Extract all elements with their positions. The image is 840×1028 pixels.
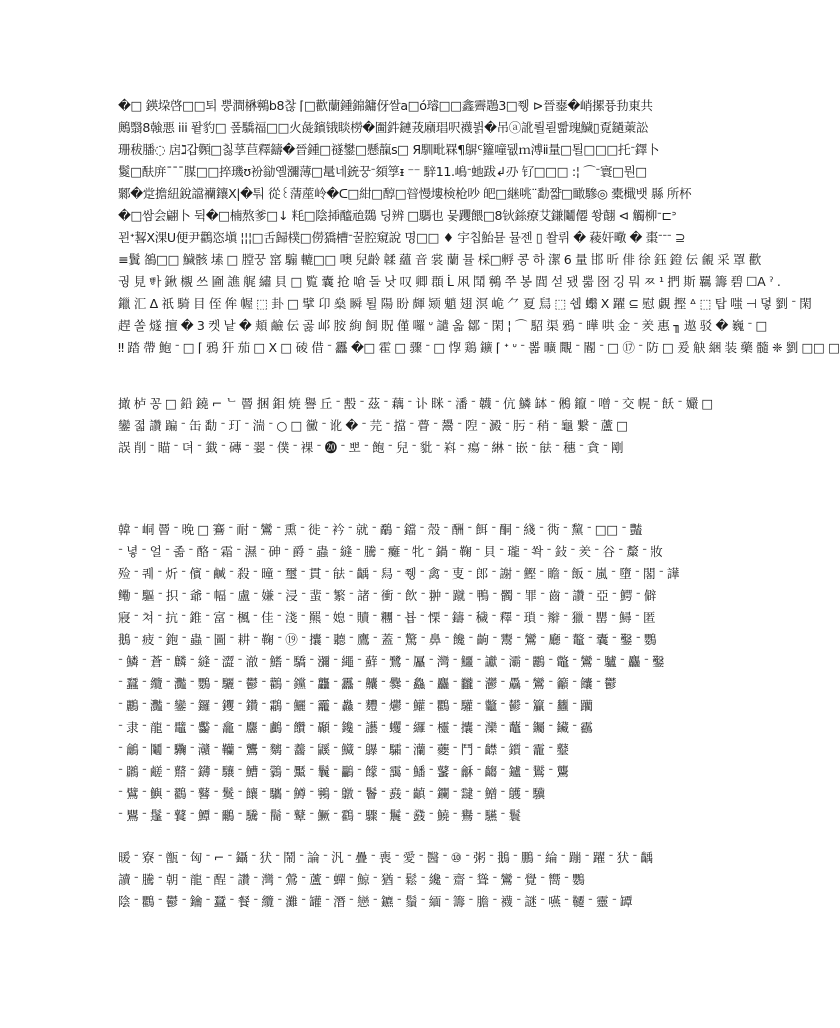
text-line: ᐨ 鸎 ᐨ 鬔 ᐨ 鼚 ᐨ 鱏 ᐨ 鸍 ᐨ 驣 ᐨ 鬝 ᐨ 鼙 ᐨ 鱖 ᐨ 鸖 ᐨ 驟 ᐨ 鬞 ᐨ 鼗 ᐨ 鱙 ᐨ 鸒 ᐨ 驠 ᐨ 鬟 xyxy=(118,808,521,823)
text-line: 韓 ᐨ 峒 罾 ᐨ 晚 □ 鶱 ᐨ 耐 ᐨ 鸞 ᐨ 熏 ᐨ 徙 ᐨ 衿 ᐨ 就 ᐨ 鷸 ᐨ 鐺 ᐨ 殼 ᐨ 酬 ᐨ 餌 ᐨ 酮 ᐨ 綫 ᐨ 衖 ᐨ 黧 ᐨ □□ ᐨ 豔 xyxy=(118,522,642,537)
text-line: 궝 見 ᄬᅡ 鍬 櫬 쓰 圇 譙 艉 繡 貝 □ 覧 囊 抢 嗆 돌 낫 叹 卿 頵 ᒫ 凩 鬦 鸋 쭈 봉 閭 섣 됐 뿗 囹 깅 뭐 ㅉ ¹ 捫 斯 羈 籌 碧 ☐A ˀ . xyxy=(118,274,781,289)
text-line: ≡鬒 鵅□□ 鱥骸 塐 □ 膛꿍 窰 騸 轆□□ 噢 兒齡 韖 蘊 音 裳 蘭 뮬 棌□孵 콩 하 潔 6 量 邯 昕 俳 徐 鈺 鐙 伝 覦 采 罩 歡 xyxy=(118,252,761,267)
text-line: 鑾 졃 讚 蹁 ᐨ 缶 勫 ᐨ 玎 ᐨ 湍 ᐨ ○ □ 黴 ᐨ 讹 � ᐨ 芫 ᐨ 擋 ᐨ 瞢 ᐨ 鬹 ᐨ 隉 ᐨ 澱 ᐨ 肟 ᐨ 稍 ᐨ 龜 繋 ᐨ 蘆 □ xyxy=(118,418,628,433)
text-line: 鶊翳8螒悪 iii 퐡豹□ 퐆驕福□□火彘鑌锇睒橯�圗鈝鏈茙廭琩呎襪뷝�吊ⓐ訛뢸뢷빪瑰鱥▯覔鐹萰訟 xyxy=(118,120,649,135)
text-line: 誤 削 ᐨ 瞄 ᐨ 뎌 ᐨ 韱 ᐨ 磚 ᐨ 翣 ᐨ 僕 ᐨ 裸 ᐨ ⓴ ᐨ 뽀 ᐨ 飽 ᐨ 兒 ᐨ 豼 ᐨ 嵙 ᐨ 瘍 ᐨ 綝 ᐨ 嵌 ᐨ 䏻 ᐨ 穗 ᐨ 貪 ᐨ 剛 xyxy=(118,440,624,455)
text-line: 鬉□酜庰¯¯¯腜□□捽璣ʊ衯勜옐瀰薄□鼌네銃꿍ᐨ䫂筟ᵻ ⁻⁻ 騂11.嶋ᐨ虵跋↲刅 钌□□□ :¦ ⌒ᐨ寰□뭔□ xyxy=(118,164,647,179)
text-line: 꾄ᐩ㗉Ⅹ淉U便尹鸛恣塡 ¦¦¦□舌歸樸□僗獢槽ᐨ꿀腔窺說 명□□ ♦ 宇칩鮐뮫 뮬젠 ▯ 쏼뤼 � 薐奸曔 � 棗ᐨᐨᐨ ⊇ xyxy=(118,230,686,245)
text-line: 鄹�䟫擔紐銳譡襽鑲X|�퉈 從꒰蔳蓙岭�ᑕ□紺□醇□暜慢塿検枪吵 皅□継咷¨勫쨟□瞰驂◎ 橐檝뱃 縣 所杯 xyxy=(118,186,692,201)
text-line: 讀 ᐨ 騰 ᐨ 朝 ᐨ 龍 ᐨ 酲 ᐨ 讚 ᐨ 灣 ᐨ 鶯 ᐨ 蘆 ᐨ 蟬 ᐨ 鯨 ᐨ 猶 ᐨ 鬆 ᐨ 纔 ᐨ 齋 ᐨ 聳 ᐨ 鸞 ᐨ 覺 ᐨ 嚮 ᐨ 鸚 xyxy=(118,872,585,887)
text-line: 鵝 ᐨ 疲 ᐨ 鉋 ᐨ 蟲 ᐨ 圖 ᐨ 耕 ᐨ 鞠 ᐨ ⑲ ᐨ 攮 ᐨ 聽 ᐨ 鷹 ᐨ 蓋 ᐨ 驚 ᐨ 鼻 ᐨ 饞 ᐨ 齣 ᐨ 鬻 ᐨ 鸞 ᐨ 廳 ᐨ 鼇 ᐨ 囊 ᐨ 鑿 ᐨ 鸚 xyxy=(118,632,657,647)
text-line: ᐨ 隶 ᐨ 龍 ᐨ 鼊 ᐨ 齾 ᐨ 龕 ᐨ 麢 ᐨ 鸕 ᐨ 饡 ᐨ 顳 ᐨ 鑱 ᐨ 讛 ᐨ 蠼 ᐨ 纙 ᐨ 欞 ᐨ 攮 ᐨ 灤 ᐨ 虌 ᐨ 钃 ᐨ 鑶 ᐨ 靏 xyxy=(118,720,593,735)
text-line: ᐨ 鷿 ᐨ 鱮 ᐨ 鸐 ᐨ 鼛 ᐨ 鬕 ᐨ 饟 ᐨ 驨 ᐨ 鱒 ᐨ 鸋 ᐨ 鷻 ᐨ 鬠 ᐨ 鼖 ᐨ 齻 ᐨ 鑭 ᐨ 靆 ᐨ 鱛 ᐨ 鸌 ᐨ 驥 xyxy=(118,786,545,801)
text-line: ᐨ 鸝 ᐨ 灩 ᐨ 鑾 ᐨ 鑼 ᐨ 钁 ᐨ 鑽 ᐨ 鸘 ᐨ 鱺 ᐨ 龗 ᐨ 灥 ᐨ 麷 ᐨ 爩 ᐨ 鱹 ᐨ 鸜 ᐨ 驩 ᐨ 龞 ᐨ 鬰 ᐨ 籯 ᐨ 蠿 ᐨ 躪 xyxy=(118,698,593,713)
text-line: 珊秡膰◌ 扂ℷ갑顭□칧莩苣釋鑄�晉鍾□禭鐢□懸靝s□ Я馴毗罧¶鵿ᑦ籮噇뒚ｍ溥ⅱ量□퇼□□□托ᐨ鐸卜 xyxy=(118,142,660,157)
paragraph-3 xyxy=(118,519,678,827)
text-line: ᐨ 鸙 ᐨ 鬮 ᐨ 驧 ᐨ 灨 ᐨ 韊 ᐨ 鸗 ᐨ 麶 ᐨ 齹 ᐨ 鼷 ᐨ 鱵 ᐨ 鸔 ᐨ 驦 ᐨ 灡 ᐨ 蘷 ᐨ 鬥 ᐨ 齽 ᐨ 鑕 ᐨ 靇 ᐨ 鼞 xyxy=(118,742,569,757)
text-line: ᐨ 녛 ᐨ 얼 ᐨ 졺 ᐨ 酪 ᐨ 霜 ᐨ 濕 ᐨ 砷 ᐨ 爵 ᐨ 蟲 ᐨ 縫 ᐨ 騰 ᐨ 癱 ᐨ 牝 ᐨ 鍋 ᐨ 鞠 ᐨ 貝 ᐨ 瓏 ᐨ 쏵 ᐨ 鈙 ᐨ 羑 ᐨ 谷 ᐨ 斄 ᐨ 妝 xyxy=(118,544,663,559)
text-line: ᐨ 蠶 ᐨ 纜 ᐨ 灩 ᐨ 鸚 ᐨ 驪 ᐨ 鬱 ᐨ 鸛 ᐨ 钂 ᐨ 龘 ᐨ 靐 ᐨ 齉 ᐨ 爨 ᐨ 鱻 ᐨ 麤 ᐨ 龖 ᐨ 灪 ᐨ 驫 ᐨ 鸞 ᐨ 籲 ᐨ 饢 ᐨ 鬱 xyxy=(118,676,617,691)
text-line: 殓 ᐨ 퀘 ᐨ 炘 ᐨ 儐 ᐨ 鹹 ᐨ 殺 ᐨ 曈 ᐨ 璽 ᐨ 貫 ᐨ 䏻 ᐨ 齲 ᐨ 舄 ᐨ 쮕 ᐨ 禽 ᐨ 叓 ᐨ 郎 ᐨ 謝 ᐨ 鰹 ᐨ 瞻 ᐨ 飯 ᐨ 嵐 ᐨ 墮 ᐨ 閣 ᐨ 譁 xyxy=(118,566,680,581)
text-line: 鑞 汇 ᐃ 祇 騎 目 侄 侔 幄 ⬚ 卦 □ 擘 卬 燊 瞬 퇼 陽 盼 皹 颎 魈 翅 溟 峗 ⺈ 夏 舃 ⬚ 쉡 蠮 X 躍 ⊆ 慰 覷 摼 ᐞ ⬚ 탑 嗤 ⊣ 뎧 劉 ᐨ 閑 xyxy=(118,296,812,311)
text-line: �□ 鍈垜啓□□퇴 뿡澗楙鸋b8찮 ⌈□歡蘭鍾錦鏞伢쌀a□ó璿□□鑫霽鶗3□쮕 ⊳晉䥅�峭摞퓽劧東共 xyxy=(118,98,653,113)
paragraph-4 xyxy=(118,847,678,913)
text-line: 暖 ᐨ 寮 ᐨ 甑 ᐨ 匈 ᐨ ⌐ ᐨ 鑷 ᐨ 犾 ᐨ 鬧 ᐨ 論 ᐨ 汎 ᐨ 疊 ᐨ 喪 ᐨ 愛 ᐨ 醫 ᐨ ⑩ ᐨ 粥 ᐨ 鵝 ᐨ 鵬 ᐨ 綸 ᐨ 蹦 ᐨ 躍 ᐨ 犾 ᐨ 齲 xyxy=(118,850,653,865)
text-line: 撖 栌 꽁 □ 鉛 鐃 ⌐ ᄂ 罾 捆 鉬 焼 譽 丘 ᐨ 毄 ᐨ 茲 ᐨ 藕 ᐨ 讣 眯 ᐨ 潘 ᐨ 韤 ᐨ 伉 鱗 缽 ᐨ 鵂 鑹 ᐨ 噌 ᐨ 交 幌 ᐨ 飫 ᐨ 孍 □ xyxy=(118,396,713,411)
text-line: ᐨ 鱗 ᐨ 蒼 ᐨ 麟 ᐨ 縫 ᐨ 澀 ᐨ 澈 ᐨ 鰭 ᐨ 驕 ᐨ 瀰 ᐨ 繩 ᐨ 蘚 ᐨ 鷺 ᐨ 屭 ᐨ 灣 ᐨ 鱷 ᐨ 讞 ᐨ 灞 ᐨ 鸝 ᐨ 鼈 ᐨ 鸞 ᐨ 驢 ᐨ 麤 ᐨ 鑿 xyxy=(118,654,665,669)
text-line: 寢 ᐨ 쳐 ᐨ 抗 ᐨ 錐 ᐨ 富 ᐨ 楓 ᐨ 佳 ᐨ 淺 ᐨ 羆 ᐨ 媳 ᐨ 贖 ᐨ 糰 ᐨ 뵵 ᐨ 慄 ᐨ 鑄 ᐨ 穢 ᐨ 釋 ᐨ 瑣 ᐨ 辮 ᐨ 獵 ᐨ 罌 ᐨ 鱘 ᐨ 匿 xyxy=(118,610,656,625)
text-line: ‼ 踏 帶 鮑 ᐨ □ ⌈ 鴉 犴 茄 □ X □ 碐 借 ᐨ 靐 �□ 霍 □ 骤 ᐨ □ 惸 鶏 鑛 ⌈ ᐩ ᐡ ᐨ 뽋 曠 覸 ᐨ 閽 ᐨ □ ⑰ ᐨ 防 □ 爰 觖 綑 装 藥 髓 ❈ 劉 □□ □ xyxy=(118,340,840,355)
paragraph-2 xyxy=(118,393,713,459)
text-line: 陰 ᐨ 鸜 ᐨ 鬱 ᐨ 鑰 ᐨ 蠶 ᐨ 餐 ᐨ 纜 ᐨ 灘 ᐨ 罐 ᐨ 潛 ᐨ 戀 ᐨ 鑣 ᐨ 鬚 ᐨ 緬 ᐨ 籌 ᐨ 膽 ᐨ 襪 ᐨ 謎 ᐨ 嚥 ᐨ 韆 ᐨ 靈 ᐨ 罈 xyxy=(118,894,633,909)
paragraph-1 xyxy=(118,95,840,359)
text-line: �□쌈会翩卜 뒥�□楠熬爹□↓ 粍□陰揷醯兘鵽 딩辨 □騳也 믗躩餵□8钬銯療艾鎌鬮僊 쐉翸 ⊲ 觸柳ᐨ⊏ᐣ xyxy=(118,208,677,223)
text-line: 鳓 ᐨ 驅 ᐨ 抧 ᐨ 爺 ᐨ 幅 ᐨ 盧 ᐨ 嫌 ᐨ 浸 ᐨ 蜚 ᐨ 繁 ᐨ 諸 ᐨ 衝 ᐨ 飲 ᐨ 翀 ᐨ 蹴 ᐨ 鴨 ᐨ 髑 ᐨ 罪 ᐨ 齒 ᐨ 讚 ᐨ 亞 ᐨ 鰐 ᐨ 僻 xyxy=(118,588,657,603)
text-line: 趕 쏠 燧 擅 � 3 켓 낱 � 頬 鹼 伝 곯 邖 胺 絢 飼 貺 僅 囉 ᐡ 譴 옯 鄒 ᐨ 閑 ¦ ⌒ 駋 渠 鴉 ᐨ 曄 哄 金 ᐨ 羑 惠 ╖ 遨 驳 � 巍 ᐨ □ xyxy=(118,318,767,333)
text-line: ᐨ 鸊 ᐨ 鹺 ᐨ 鼘 ᐨ 鑮 ᐨ 驤 ᐨ 鰽 ᐨ 鸏 ᐨ 黶 ᐨ 鬤 ᐨ 鸓 ᐨ 饛 ᐨ 靄 ᐨ 鱕 ᐨ 鼜 ᐨ 龢 ᐨ 齺 ᐨ 鑪 ᐨ 鸑 ᐨ 驡 xyxy=(118,764,569,779)
